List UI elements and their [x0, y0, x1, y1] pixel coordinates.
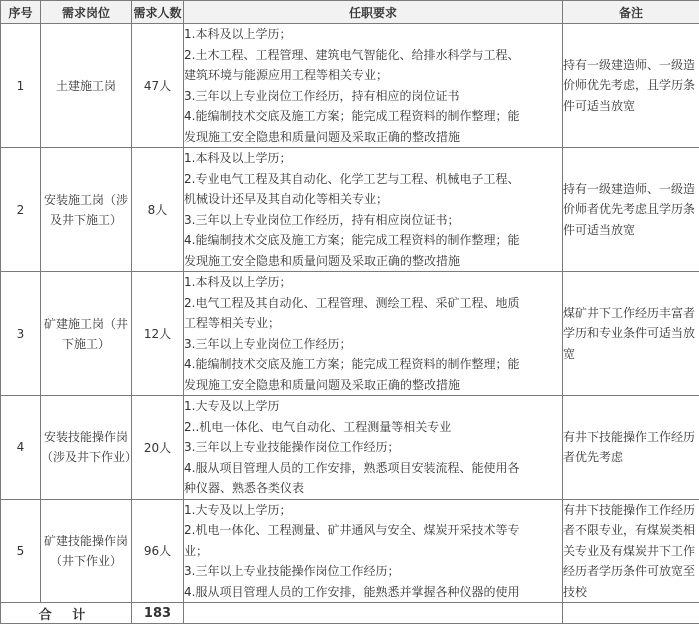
row-position: 土建施工岗	[41, 24, 132, 148]
row-no: 5	[1, 499, 41, 603]
requirement-line: 建筑环境与能源应用工程等相关专业；	[184, 65, 562, 86]
row-count: 12人	[132, 272, 184, 396]
requirement-line: 3.三年以上专业技能操作岗位工作经历；	[184, 561, 562, 582]
row-no: 2	[1, 148, 41, 272]
row-requirements	[184, 24, 563, 148]
table-row	[1, 24, 699, 148]
requirement-line: 种仪器、熟悉各类仪表	[184, 478, 562, 499]
requirement-line: 1.本科及以上学历；	[184, 272, 562, 293]
header-no: 序号	[1, 1, 41, 24]
row-remarks: 持有一级建造师、一级造价师者优先考虑且学历条件可适当放宽	[563, 148, 699, 272]
requirement-line: 1.大专及以上学历；	[184, 500, 562, 521]
requirement-line: 1.本科及以上学历；	[184, 24, 562, 45]
table-header-row	[1, 1, 699, 24]
row-count: 20人	[132, 396, 184, 500]
row-remarks: 煤矿井下工作经历丰富者学历和专业条件可适当放宽	[563, 272, 699, 396]
total-count: 183	[132, 603, 184, 624]
requirement-line: 1.本科及以上学历；	[184, 148, 562, 169]
requirement-line: 3.三年以上专业技能操作岗位工作经历；	[184, 437, 562, 458]
row-no: 1	[1, 24, 41, 148]
row-remarks: 持有一级建造师、一级造价师优先考虑，且学历条件可适当放宽	[563, 24, 699, 148]
row-remarks: 有井下技能操作工作经历者优先考虑	[563, 396, 699, 500]
row-requirements	[184, 148, 563, 272]
row-count: 47人	[132, 24, 184, 148]
requirement-line: 4.服从项目管理人员的工作安排，熟悉项目安装流程、能使用各	[184, 458, 562, 479]
requirement-line: 4.能编制技术交底及施工方案；能完成工程资料的制作整理；能	[184, 230, 562, 251]
header-count: 需求人数	[132, 1, 184, 24]
requirement-line: 4.服从项目管理人员的工作安排，能熟悉并掌握各种仪器的使用	[184, 582, 562, 603]
row-requirements	[184, 272, 563, 396]
header-remarks: 备注	[563, 1, 699, 24]
row-count: 8人	[132, 148, 184, 272]
requirement-line: 发现施工安全隐患和质量问题及采取正确的整改措施	[184, 251, 562, 272]
row-position: 矿建技能操作岗（井下作业）	[41, 499, 132, 603]
total-label-text: 合 计	[39, 608, 94, 623]
table-row	[1, 148, 699, 272]
row-no: 4	[1, 396, 41, 500]
requirement-line: 4.能编制技术交底及施工方案；能完成工程资料的制作整理；能	[184, 106, 562, 127]
row-requirements	[184, 499, 563, 603]
requirement-line: 3.三年以上专业岗位工作经历，持有相应的岗位证书	[184, 86, 562, 107]
row-remarks: 有井下技能操作工作经历者不限专业，有煤炭类相关专业及有煤炭井下工作经历者学历条件可放宽至技校	[563, 499, 699, 603]
requirement-line: 2.专业电气工程及其自动化、化学工艺与工程、机械电子工程、	[184, 169, 562, 190]
requirement-line: 机械设计还早及其自动化等相关专业；	[184, 189, 562, 210]
table-row	[1, 499, 699, 603]
row-position: 安装技能操作岗（涉及井下作业）	[41, 396, 132, 500]
row-position: 安装施工岗（涉及井下施工）	[41, 148, 132, 272]
requirement-line: 3.三年以上专业岗位工作经历，持有相应岗位证书；	[184, 210, 562, 231]
requirement-line: 业；	[184, 541, 562, 562]
requirement-line: 3.三年以上专业岗位工作经历；	[184, 334, 562, 355]
table-row	[1, 272, 699, 396]
requirement-line: 1.大专及以上学历	[184, 396, 562, 417]
requirement-line: 工程等相关专业；	[184, 313, 562, 334]
row-requirements	[184, 396, 563, 500]
requirement-line: 2.土木工程、工程管理、建筑电气智能化、给排水科学与工程、	[184, 45, 562, 66]
row-count: 96人	[132, 499, 184, 603]
table-row	[1, 396, 699, 500]
requirement-line: 2.电气工程及其自动化、工程管理、测绘工程、采矿工程、地质	[184, 293, 562, 314]
header-position: 需求岗位	[41, 1, 132, 24]
row-position: 矿建施工岗（井下施工）	[41, 272, 132, 396]
requirement-line: 发现施工安全隐患和质量问题及采取正确的整改措施	[184, 375, 562, 396]
requirement-line: 2.机电一体化、工程测量、矿井通风与安全、煤炭开采技术等专	[184, 520, 562, 541]
requirement-line: 发现施工安全隐患和质量问题及采取正确的整改措施	[184, 127, 562, 148]
row-no: 3	[1, 272, 41, 396]
header-requirements: 任职要求	[184, 1, 563, 24]
requirement-line: 2..机电一体化、电气自动化、工程测量等相关专业	[184, 417, 562, 438]
requirement-line: 4.能编制技术交底及施工方案；能完成工程资料的制作整理；能	[184, 354, 562, 375]
